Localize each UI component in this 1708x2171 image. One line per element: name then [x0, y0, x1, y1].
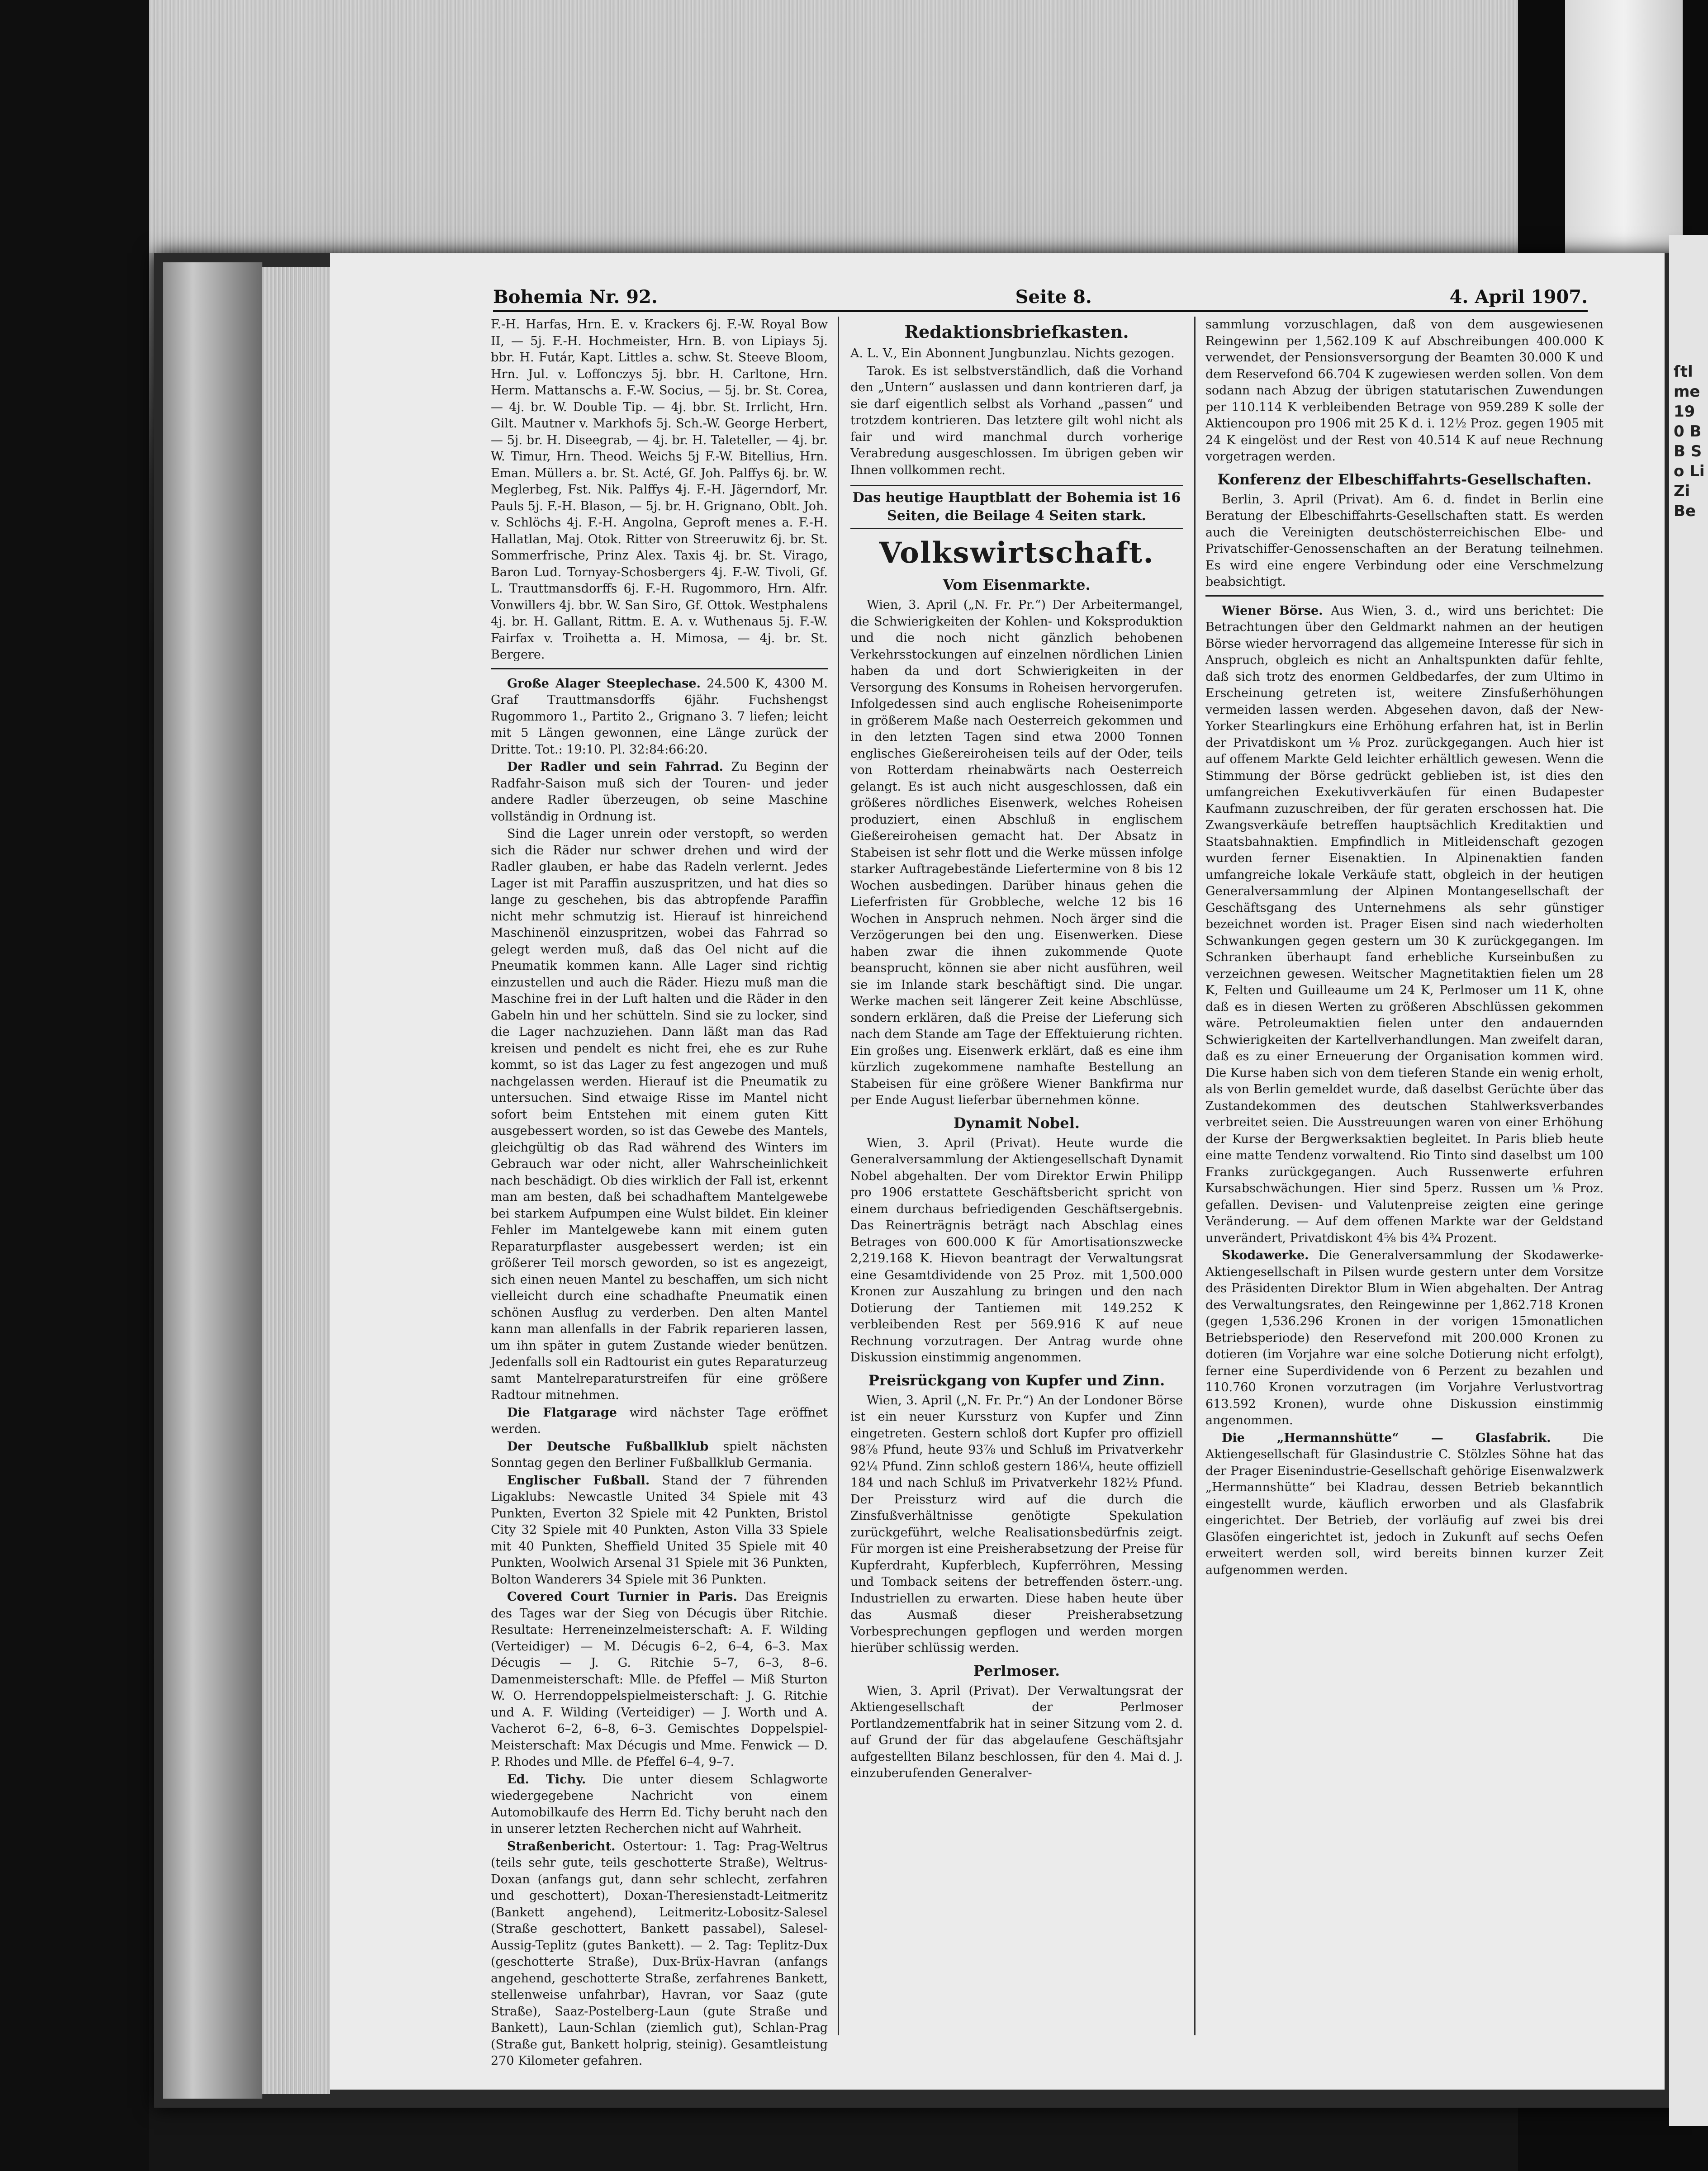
- article-tichy: [491, 1772, 828, 1838]
- article-radler-body: Sind die Lager unrein oder verstopft, so werden sich die Räder nur schwer drehen und wird der Radler glauben, er habe das Radeln verlernt. Jedes Lager ist mit Paraffin auszuspritzen, und hat dies so lange zu geschehen, bis das abtropfende Paraffin nicht mehr schmutzig ist. Hierauf ist hinreichend Maschinenöl einzuspritzen, wobei das Fahrrad so gelegt werden muß, daß das Oel nicht auf die Pneumatik kommen kann. Alle Lager sind richtig einzustellen und auch die Räder. Hiezu muß man die Maschine frei in der Luft halten und die Räder in den Gabeln hin und her schütteln. Sind sie zu locker, sind die Lager nachzuziehen. Dann läßt man das Rad kreisen und pendelt es nicht frei, ehe es zur Ruhe kommt, so ist das Lager zu fest angezogen und muß nachgelassen werden. Hierauf ist die Pneumatik zu untersuchen. Sind etwaige Risse im Mantel nicht sofort beim Entstehen mit einem guten Kitt ausgebessert worden, so ist das Gewebe des Mantels, gleichgültig ob das Rad während des Winters im Gebrauch war oder nicht, aller Wahrscheinlichkeit nach beschädigt. Ob dies wirklich der Fall ist, erkennt man am besten, daß bei schadhaftem Mantelgewebe bei starkem Aufpumpen eine Wulst bildet. Ein kleiner Fehler im Mantelgewebe kann mit einem guten Reparaturpflaster ausgebessert werden; ist ein größerer Teil morsch geworden, so ist es angezeigt, sich einen neuen Mantel zu beschaffen, um sich nicht vielleicht durch eine schadhafte Pneumatik einen schönen Ausflug zu verderben. Den alten Mantel kann man allenfalls in der Fabrik reparieren lassen, um ihn später in gutem Zustande wieder benützen. Jedenfalls soll ein Radtourist ein gutes Reparaturzeug samt Mantelreparaturstreifen für eine größere Radtour mitnehmen.: [491, 827, 828, 1402]
- article-radler-text: Zu Beginn der Radfahr-Saison muß sich der Touren- und jeder andere Radler überzeugen, ob seine Maschine vollständig in Ordnung ist.: [491, 760, 828, 824]
- column-economy: [850, 317, 1183, 2044]
- divider: [1205, 595, 1604, 597]
- column-sport: [491, 317, 828, 2068]
- article-flatgarage-title: Die Flatgarage: [507, 1405, 617, 1420]
- article-strassenbericht-title: Straßenbericht.: [507, 1839, 616, 1853]
- page-edges: [262, 267, 330, 2094]
- article-covered-court-text: Das Ereignis des Tages war der Sieg von Décugis über Ritchie. Resultate: Herreneinzelmeisterschaft: A. F. Wilding (Verteidiger) — M. Décugis 6–2, 6–4, 6–3. Max Décugis — J. G. Ritchie 5–7, 6–3, 8–6. Damenmeisterschaft: Mlle. de Pfeffel — Miß Sturton W. O. Herrendoppelspielmeisterschaft: J. G. Ritchie und A. F. Wilding (Verteidiger) — J. Worth und A. Vacherot 6–2, 6–8, 6–3. Gemischtes Doppelspiel-Meisterschaft: Max Décugis und Mme. Fenwick — D. P. Rhodes und Mlle. de Pfeffel 6–4, 9–7.: [491, 1590, 828, 1769]
- header-date: 4. April 1907.: [1449, 286, 1588, 308]
- article-fussballklub: [491, 1439, 828, 1472]
- header-page-number: Seite 8.: [1015, 286, 1092, 308]
- redaktion-answer-1: A. L. V., Ein Abonnent Jungbunzlau. Nichts gezogen.: [850, 346, 1175, 360]
- eisen-text: Wien, 3. April („N. Fr. Pr.“) Der Arbeitermangel, die Schwierigkeiten der Kohlen- und Koksproduktion und die noch nicht gänzlich behobenen Verkehrsstockungen auf einzelnen nördlichen Linien haben da und dort Schwierigkeiten in der Versorgung des Konsums in Roheisen hervorgerufen. Infolgedessen sind auch englische Roheisenimporte in größerem Maße nach Oesterreich gekommen und in den letzten Tagen sind etwa 2000 Tonnen englisches Gießereiroheisen teils auf der Oder, teils von Rotterdam rheinabwärts nach Oesterreich gelangt. Es ist auch nicht ausgeschlossen, daß ein größeres nördliches Eisenwerk, welches Roheisen produziert, einen Abschluß in englischem Gießereiroheisen gemacht hat. Der Absatz in Stabeisen ist sehr flott und die Werke müssen infolge starker Auftragebestände Liefertermine von 8 bis 12 Wochen ausbedingen. Darüber hinaus gehen die Lieferfristen für Grobbleche, welche 12 bis 16 Wochen in Anspruch nehmen. Noch ärger sind die Verzögerungen bei den ung. Eisenwerken. Diese haben zwar die ihnen zukommende Quote beansprucht, können sie aber nicht ausführen, weil sie im Inlande stark beschäftigt sind. Die ungar. Werke machen seit längerer Zeit keine Abschlüsse, sondern erklären, daß die Preise der Lieferung sich nach dem Stande am Tage der Effektuierung richten. Ein großes ung. Eisenwerk erklärt, daß es eine ihm kürzlich zugekommene namhafte Bestellung an Stabeisen für eine größere Wiener Bankfirma nur per Ende August lieferbar übernehmen könne.: [850, 598, 1183, 1107]
- article-covered-court: [491, 1589, 828, 1771]
- article-fussballklub-title: Der Deutsche Fußballklub: [507, 1439, 709, 1454]
- header-paper-number: Bohemia Nr. 92.: [493, 286, 658, 308]
- perlmoser-text: Wien, 3. April (Privat). Der Verwaltungsrat der Aktiengesellschaft der Perlmoser Portlandzementfabrik hat in seiner Sitzung vom 2. d. auf Grund der für das abgelaufene Geschäftsjahr aufgestellten Bilanz beschlossen, für den 4. Mai d. J. einzuberufenden Generalver-: [850, 1683, 1183, 1780]
- section-heading: Volkswirtschaft.: [879, 536, 1154, 570]
- article-hermannshuette-title: Die „Hermannshütte“ — Glasfabrik.: [1222, 1431, 1551, 1445]
- dynamit-heading: Dynamit Nobel.: [954, 1114, 1080, 1132]
- article-hermannshuette: [1205, 1430, 1604, 1579]
- article-radler-title: Der Radler und sein Fahrrad.: [507, 760, 724, 774]
- eisen-heading: Vom Eisenmarkte.: [943, 576, 1091, 593]
- column-rule-2: [1194, 317, 1196, 2035]
- dynamit-text: Wien, 3. April (Privat). Heute wurde die Generalversammlung der Aktiengesellschaft Dynamit Nobel abgehalten. Der vom Direktor Erwin Philipp pro 1906 erstattete Geschäftsbericht spricht von einem durchaus befriedigenden Geschäftsergebnis. Das Reinerträgnis beträgt nach Abschlag eines Betrages von 600.000 K für Amortisationszwecke 2,219.168 K. Hievon beantragt der Verwaltungsrat eine Gesamtdividende von 25 Proz. mit 1,500.000 Kronen zur Auszahlung zu bringen und den nach Dotierung der Tantiemen mit 149.252 K verbleibenden Rest per 569.916 K auf neue Rechnung vorzutragen. Der Antrag wurde ohne Diskussion einstimmig angenommen.: [850, 1136, 1183, 1365]
- page-header: [493, 280, 1588, 312]
- next-page-fragment: ſtl me 190 B B So Li Zi Be: [1674, 363, 1705, 520]
- article-covered-court-title: Covered Court Turnier in Paris.: [507, 1590, 737, 1604]
- article-strassenbericht: [491, 1839, 828, 2070]
- article-boerse-title: Wiener Börse.: [1222, 603, 1323, 618]
- article-boerse: [1205, 603, 1604, 1247]
- elbe-heading: Konferenz der Elbeschiffahrts-Gesellschaften.: [1217, 470, 1592, 488]
- race-entries: F.-H. Harfas, Hrn. E. v. Krackers 6j. F.-W. Royal Bow II, — 5j. F.-H. Hochmeister, Hrn. B. von Lipiays 5j. bbr. H. Futár, Kapt. Littles a. schw. St. Steeve Bloom, Hrn. Jul. v. Loffonczys 5j. bbr. H. Carltone, Hrn. Herm. Mattanschs a. F.-W. Socius, — 5j. br. St. Corea, — 4j. br. W. Double Tip. — 4j. bbr. St. Irrlicht, Hrn. Gilt. Mautner v. Markhofs 5j. Sch.-W. George Herbert, — 5j. br. H. Diseegrab, — 4j. br. H. Taleteller, — 4j. br. W. Timur, Hrn. Theod. Weichs 5j F.-W. Bitellius, Hrn. Eman. Müllers a. br. St. Acté, Gf. Joh. Palffys 6j. br. W. Meglerbeg, Fst. Nik. Palffys 4j. F.-H. Jägerndorf, Mr. Pauls 5j. F.-H. Blason, — 5j. br. H. Grignano, Oblt. Joh. v. Schlöchs 4j. F.-H. Angolna, Geproft menes a. F.-H. Hallatlan, Maj. Otok. Ritter von Streeruwitz 6j. br. St. Sommerfrische, Prinz Alex. Taxis 4j. br. St. Virago, Baron Lud. Tornyay-Schosbergers 4j. F.-W. Tivoli, Gf. L. Trauttmansdorffs 6j. F.-H. Rugommoro, Hrn. Alfr. Vonwillers 4j. bbr. W. San Siro, Gf. Ottok. Westphalens 4j. br. H. Gallant, Rittm. E. A. v. Wuthenaus 5j. F.-W. Fairfax v. Troihetta a. H. Mimosa, — 4j. br. St. Bergere.: [491, 318, 828, 662]
- edition-note: Das heutige Hauptblatt der Bohemia ist 16 Seiten, die Beilage 4 Seiten stark.: [850, 485, 1183, 529]
- left-shadow: [0, 0, 149, 2171]
- article-boerse-text: Aus Wien, 3. d., wird uns berichtet: Die Betrachtungen über den Geldmarkt nahmen an der heutigen Börse wieder hervorragend das allgemeine Interesse für sich in Anspruch, obgleich es nicht an Anhaltspunkten dafür fehlte, daß sich trotz des enormen Geldbedarfes, der zum Ultimo in Erscheinung getreten ist, weitere Zinsfußerhöhungen vermeiden lassen werden. Abgesehen davon, daß der New-Yorker Stearlingkurs eine Erhöhung erfahren hat, ist in Berlin der Privatdiskont um ⅛ Proz. zurückgegangen. Auch hier ist auf offenem Markte Geld leichter erhältlich gewesen. Wenn die Stimmung der Börse gedrückt geblieben ist, ist dies den umfangreichen Exekutivverkäufen für einen Budapester Kaufmann zuzuschreiben, der für geraten erschossen hat. Die Zwangsverkäufe betreffen hauptsächlich Kreditaktien und Staatsbahnaktien. Empfindlich in Mitleidenschaft gezogen wurden ferner Eisenaktien. In Alpinenaktien fanden umfangreiche lokale Verkäufe statt, obgleich in der heutigen Generalversammlung der Alpinen Montangesellschaft der Geschäftsgang des Unternehmens als sehr günstiger bezeichnet worden ist. Prager Eisen sind nach wiederholten Schwankungen gegen gestern um 30 K zurückgegangen. Im Schranken überhaupt fand erhebliche Kurseinbußen zu verzeichnen gewesen. Weitscher Magnetitaktien fielen um 28 K, Felten und Guilleaume um 24 K, Perlmoser um 11 K, ohne daß es in diesen Werten zu größeren Abschlüssen gekommen wäre. Petroleumaktien fielen unter den andauernden Schwierigkeiten der Kartellverhandlungen. Man zweifelt daran, daß es zu einer Erneuerung der Organisation kommen wird. Die Kurse haben sich von dem tieferen Stande ein wenig erholt, als von Berlin gemeldet wurde, daß daselbst Gerüchte über das Zustandekommen des deutschen Stahlwerksverbandes verbreitet seien. Die Ausstreuungen waren von einer Erhöhung der Kurse der Bergwerksaktien begleitet. In Paris blieb heute eine matte Tendenz vorwaltend. Rio Tinto sind daselbst um 100 Franks zurückgegangen. Auch Russenwerte erfuhren Kursabschwächungen. Hier sind 5perz. Russen um ⅛ Proz. gefallen. Devisen- und Valutenpreise zeigten eine geringe Veränderung. — Auf dem offenen Markte war der Geldstand unverändert, Privatdiskont 4⅝ bis 4¾ Prozent.: [1205, 603, 1604, 1245]
- article-english-football-title: Englischer Fußball.: [507, 1473, 650, 1488]
- elbe-text: Berlin, 3. April (Privat). Am 6. d. findet in Berlin eine Beratung der Elbeschiffahrts-Gesellschaften statt. Es werden auch die Vereinigten deutschösterreichischen Elbe- und Privatschiffer-Genossenschaften an der Beratung teilnehmen. Es wird eine engere Verbindung oder eine Verschmelzung beabsichtigt.: [1205, 492, 1604, 589]
- perlmoser-continuation: sammlung vorzuschlagen, daß von dem ausgewiesenen Reingewinn per 1,562.109 K auf Abschreibungen 400.000 K verwendet, der Pensionsversorgung der Beamten 30.000 K und dem Reservefond 66.704 K zugewiesen werden sollen. Von dem sodann nach Abzug der übrigen statutarischen Zuwendungen per 110.114 K verbleibenden Betrage von 959.289 K solle der Aktiencoupon pro 1906 mit 25 K d. i. 12½ Proz. gegen 1905 mit 24 K eingelöst und der Rest von 40.514 K auf neue Rechnung vorgetragen werden.: [1205, 318, 1604, 464]
- article-flatgarage: [491, 1405, 828, 1438]
- article-alag-text: 24.500 K, 4300 M. Graf Trauttmansdorffs 6jähr. Fuchshengst Rugommoro 1., Partito 2., Grignano 3. 7 liefen; leicht mit 5 Längen gewonnen, eine Länge zurück der Dritte. Tot.: 19:10. Pl. 32:84:66:20.: [491, 676, 828, 757]
- article-alag: [491, 676, 828, 758]
- redaktion-answer-2: Tarok. Es ist selbstverständlich, daß die Vorhand den „Untern“ auslassen und dann kontrieren darf, ja sie darf eigentlich selbst als Vorhand „passen“ und trotzdem kontrieren. Das letztere gilt wohl nicht als fair und wird manchmal durch vorherige Verabredung ausgeschlossen. Im übrigen geben wir Ihnen vollkommen recht.: [850, 364, 1183, 477]
- article-radler: [491, 759, 828, 825]
- article-skoda-text: Die Generalversammlung der Skodawerke-Aktiengesellschaft in Pilsen wurde gestern unter dem Vorsitze des Präsidenten Direktor Blum in Wien abgehalten. Der Antrag des Verwaltungsrates, den Reingewinne per 1,862.718 Kronen (gegen 1,536.296 Kronen in der vorigen 15monatlichen Betriebsperiode) den Reservefond mit 200.000 Kronen zu dotieren (im Vorjahre war eine solche Dotierung nicht erfolgt), ferner eine Superdividende von 6 Perzent zu bezahlen und 110.760 Kronen vorzutragen (im Vorjahre Verlustvortrag 613.592 Kronen), wurde ohne Diskussion einstimmig angenommen.: [1205, 1248, 1604, 1427]
- article-tichy-text: Die unter diesem Schlagworte wiedergegebene Nachricht von einem Automobilkaufe des Herrn Ed. Tichy beruht nach den in unserer letzten Recherchen nicht auf Wahrheit.: [491, 1772, 828, 1836]
- article-english-football: [491, 1473, 828, 1588]
- divider: [491, 668, 828, 669]
- book-spine: [163, 262, 262, 2099]
- background-cloth: [0, 0, 1708, 253]
- perlmoser-heading: Perlmoser.: [973, 1662, 1060, 1679]
- newspaper-page: [330, 253, 1665, 2090]
- article-hermannshuette-text: Die Aktiengesellschaft für Glasindustrie C. Stölzles Söhne hat das der Prager Eisenindustrie-Gesellschaft gehörige Eisenwalzwerk „Hermannshütte“ bei Kladrau, dessen Betrieb bekanntlich eingestellt wurde, käuflich erworben und als Glasfabrik eingerichtet. Der Betrieb, der vorläufig auf zwei bis drei Glasöfen eingerichtet ist, jedoch in Zukunft auf sechs Oefen erweitert werden soll, wird bereits binnen kurzer Zeit aufgenommen werden.: [1205, 1431, 1604, 1577]
- article-fussballklub-text: spielt nächsten Sonntag gegen den Berliner Fußballklub Germania.: [491, 1439, 828, 1470]
- article-tichy-title: Ed. Tichy.: [507, 1772, 586, 1787]
- article-english-football-text: Stand der 7 führenden Ligaklubs: Newcastle United 34 Spiele mit 43 Punkten, Everton 32 Spiele mit 42 Punkten, Bristol City 32 Spiele mit 40 Punkten, Aston Villa 33 Spiele mit 40 Punkten, Sheffield United 35 Spiele mit 40 Punkten, Woolwich Arsenal 31 Spiele mit 36 Punkten, Bolton Wanderers 34 Spiele mit 36 Punkten.: [491, 1473, 828, 1587]
- article-flatgarage-text: wird nächster Tage eröffnet werden.: [491, 1405, 828, 1436]
- column-rule-1: [838, 317, 839, 2035]
- article-skoda-title: Skodawerke.: [1222, 1248, 1309, 1262]
- article-strassenbericht-text: Ostertour: 1. Tag: Prag-Weltrus (teils sehr gute, teils geschotterte Straße), Weltrus-Doxan (anfangs gut, dann sehr schlecht, zerfahren und geschottert), Doxan-Theresienstadt-Leitmeritz (Bankett angehend), Leitmeritz-Lobositz-Salesel (Straße geschottert, Bankett passabel), Salesel-Aussig-Teplitz (gutes Bankett). — 2. Tag: Teplitz-Dux (geschotterte Straße), Dux-Brüx-Havran (anfangs angehend, geschotterte Straße, zerfahrenes Bankett, stellenweise unfahrbar), Havran, vor Saaz (gute Straße), Saaz-Postelberg-Laun (gute Straße und Bankett), Laun-Schlan (ziemlich gut), Schlan-Prag (Straße gut, Bankett holprig, steinig). Gesamtleistung 270 Kilometer gefahren.: [491, 1839, 828, 2068]
- redaktion-heading: Redaktionsbriefkasten.: [904, 322, 1129, 342]
- kupfer-heading: Preisrückgang von Kupfer und Zinn.: [868, 1371, 1165, 1389]
- kupfer-text: Wien, 3. April („N. Fr. Pr.“) An der Londoner Börse ist ein neuer Kurssturz von Kupfer und Zinn eingetreten. Gestern schloß dort Kupfer pro offiziell 98⅞ Pfund, heute 93⅞ und Schluß im Privatverkehr 92¼ Pfund. Zinn schloß gestern 186¼, heute offiziell 184 und nach Schluß im Privatverkehr 182½ Pfund. Der Preissturz wird auf die durch die Zinsfußverhältnisse genötigte Spekulation zurückgeführt, welche Realisationsbedürfnis zeigt. Für morgen ist eine Preisherabsetzung der Preise für Kupferdraht, Kupferblech, Kupferröhren, Messing und Tomback seitens der betreffenden österr.-ung. Industriellen zu erwarten. Diese haben heute über das Ausmaß dieser Preisherabsetzung Vorbesprechungen gepflogen und werden morgen hierüber schlüssig werden.: [850, 1393, 1183, 1655]
- article-skoda: [1205, 1247, 1604, 1429]
- article-alag-title: Große Alager Steeplechase.: [507, 676, 701, 691]
- column-economy-continued: [1205, 317, 1604, 2044]
